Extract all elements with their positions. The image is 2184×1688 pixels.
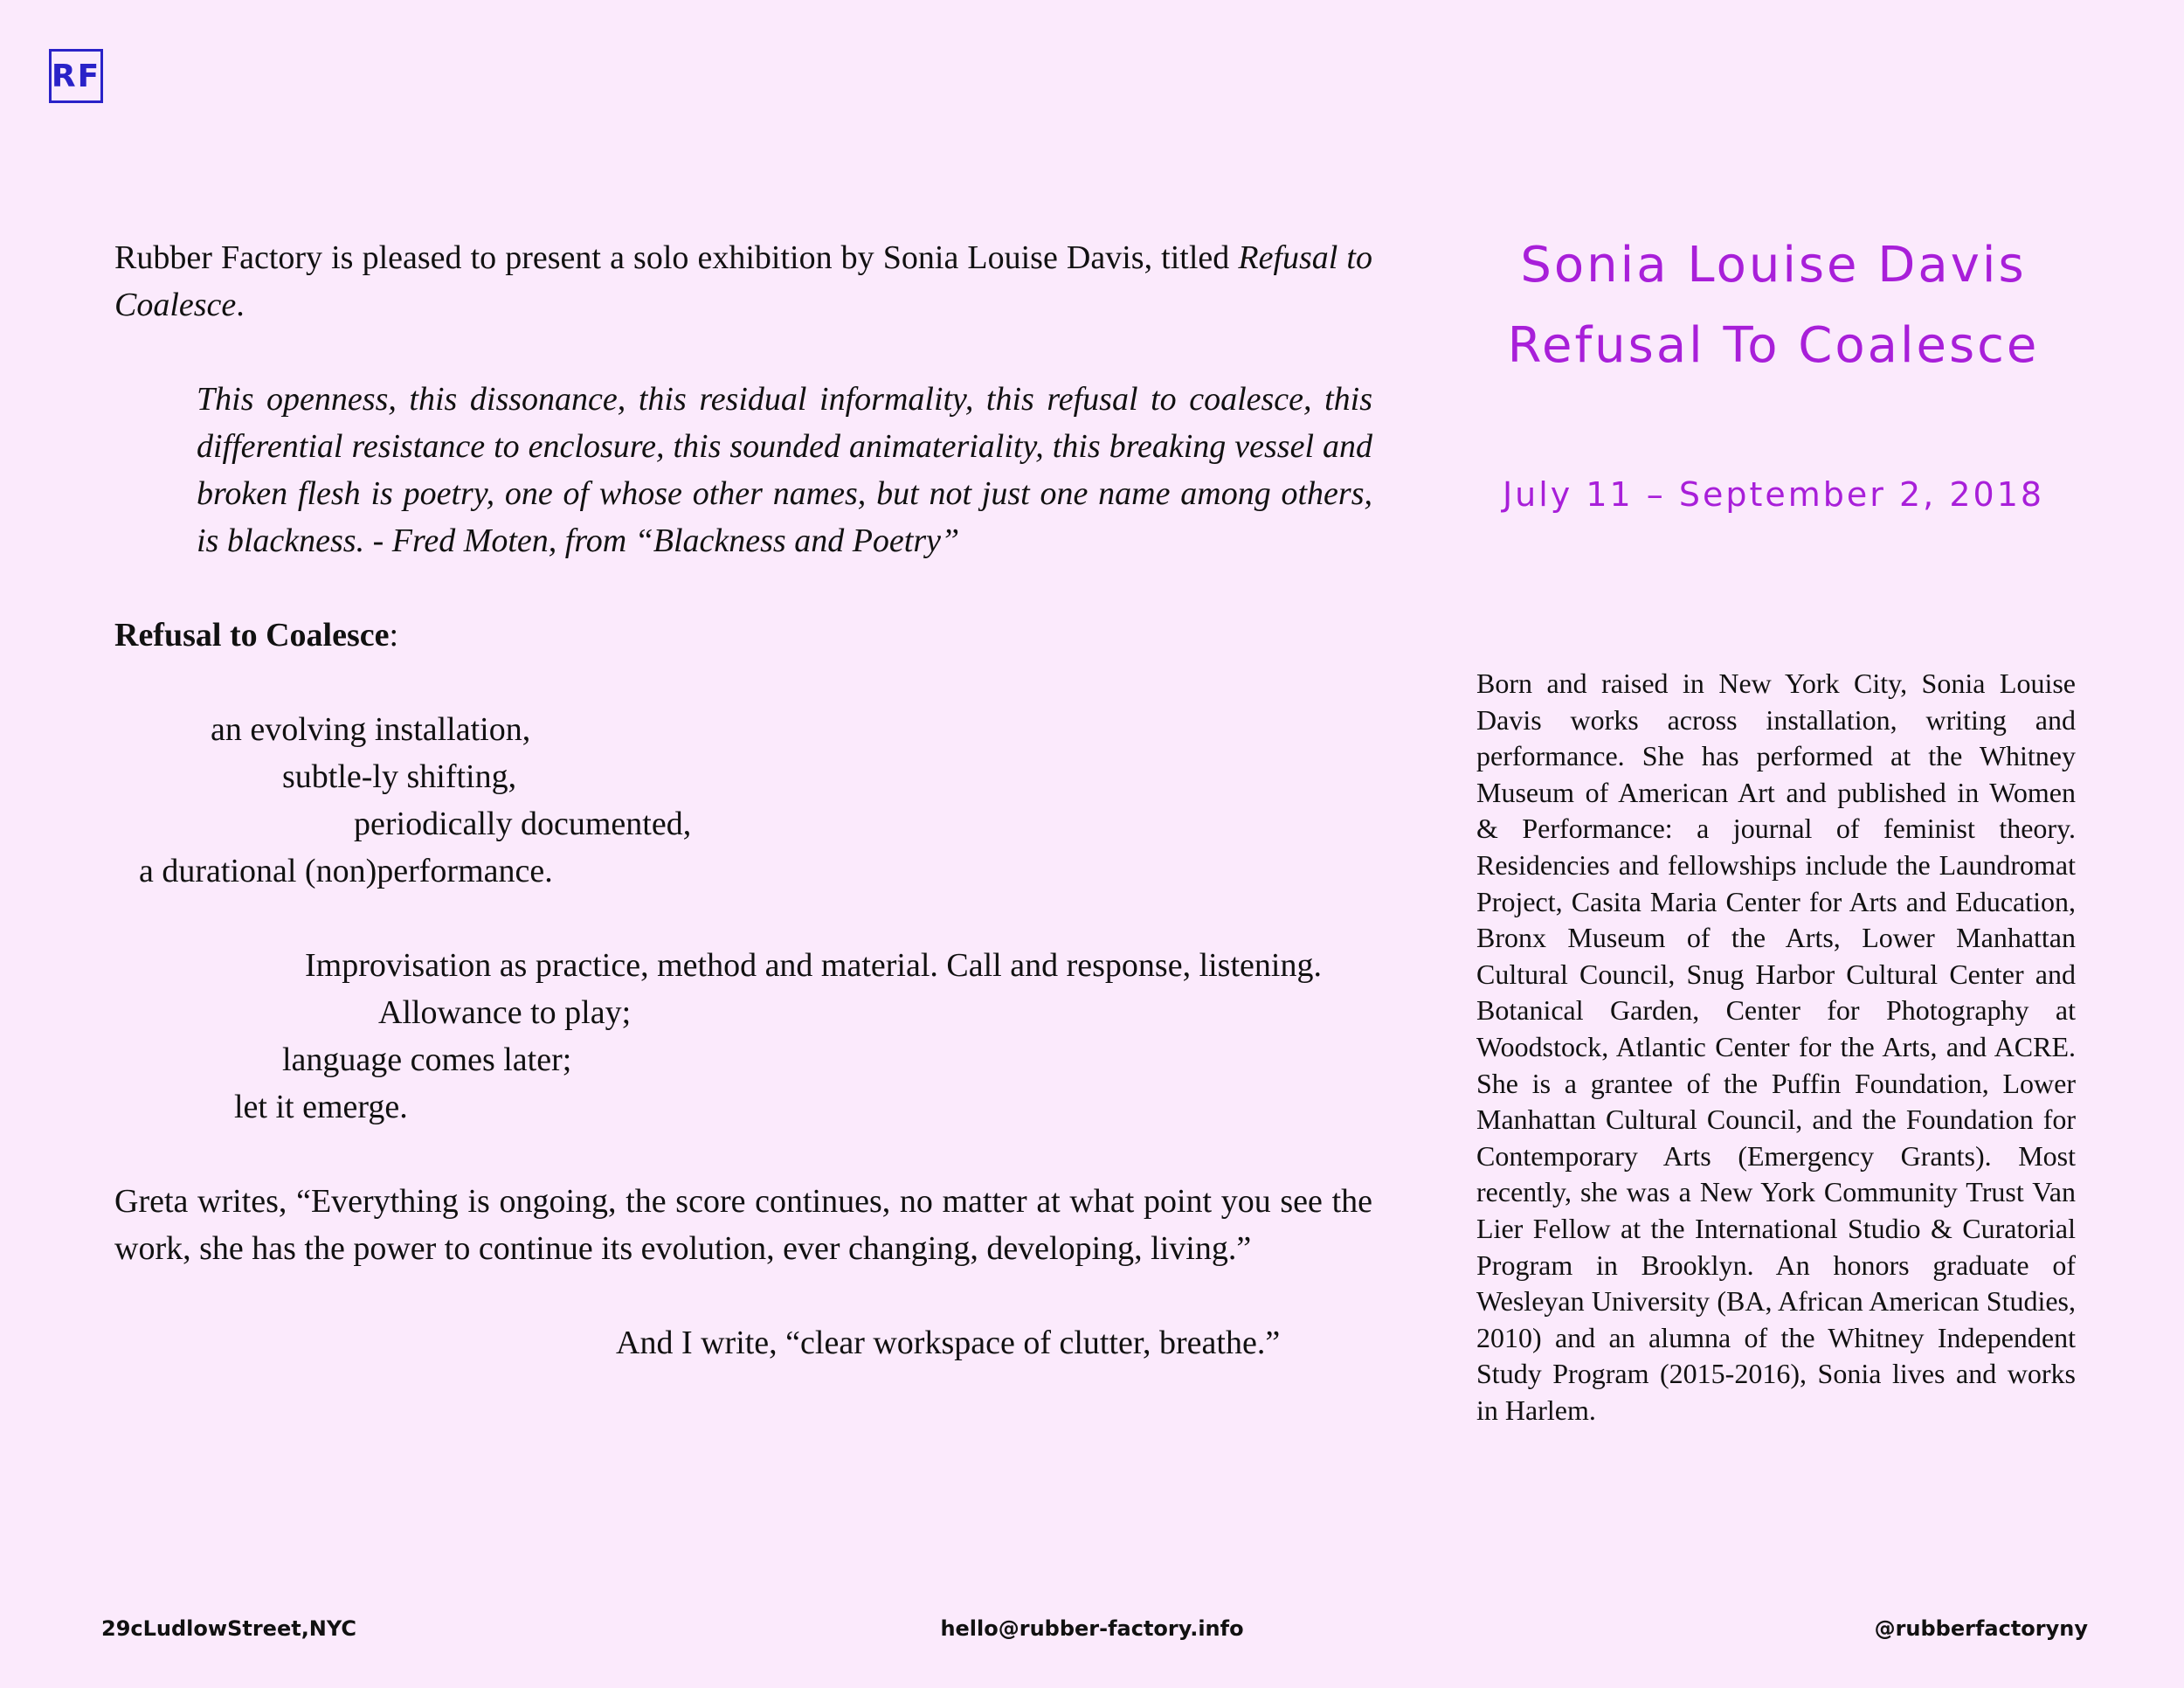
footer-address: 29cLudlowStreet,NYC bbox=[101, 1616, 357, 1641]
poem-line: an evolving installation, bbox=[211, 711, 531, 748]
poem-line: language comes later; bbox=[282, 1041, 572, 1078]
closing-line: And I write, “clear workspace of clutter, breathe.” bbox=[616, 1325, 1281, 1361]
intro-paragraph: Rubber Factory is pleased to present a solo exhibition by Sonia Louise Davis, titled Refusal to Coalesce. bbox=[114, 239, 1372, 323]
press-release-body bbox=[114, 234, 1372, 1366]
exhibition-dates: July 11 – September 2, 2018 bbox=[1502, 475, 2045, 514]
poem-line: subtle-ly shifting, bbox=[282, 758, 517, 795]
exhibition-header bbox=[1433, 225, 2114, 386]
poem-line: a durational (non)performance. bbox=[139, 853, 553, 889]
intro-text: Rubber Factory is pleased to present a solo exhibition by Sonia Louise Davis, titled bbox=[114, 239, 1230, 276]
greta-paragraph: Greta writes, “Everything is ongoing, the score continues, no matter at what point you see the work, she has the power to continue its evolution, ever changing, developing, living.” bbox=[114, 1183, 1372, 1267]
moten-quote: This openness, this dissonance, this residual informality, this refusal to coalesce, this differential resistance to enclosure, this sounded animateriality, this breaking vessel and broken flesh is poetry, one of whose other names, but not just one name among others, is blackness. - Fred Moten, from “Blackness and Poetry” bbox=[197, 381, 1372, 559]
poem-line: periodically documented, bbox=[354, 806, 692, 842]
artist-bio: Born and raised in New York City, Sonia Louise Davis works across installation, writing and performance. She has performed at the Whitney Museum of American Art and published in Women & Performance: a journal of feminist theory. Residencies and fellowships include the Laundromat Project, Casita Maria Center for Arts and Education, Bronx Museum of the Arts, Lower Manhattan Cultural Council, Snug Harbor Cultural Center and Botanical Garden, Center for Photography at Woodstock, Atlantic Center for the Arts, and ACRE. She is a grantee of the Puffin Foundation, Lower Manhattan Cultural Council, and the Foundation for Contemporary Arts (Emergency Grants). Most recently, she was a New York Community Trust Van Lier Fellow at the International Studio & Curatorial Program in Brooklyn. An honors graduate of Wesleyan University (BA, African American Studies, 2010) and an alumna of the Whitney Independent Study Program (2015-2016), Sonia lives and works in Harlem. bbox=[1476, 668, 2076, 1426]
intro-title: Refusal to Coalesce bbox=[114, 239, 1372, 323]
section-heading: Refusal to Coalesce: bbox=[114, 617, 399, 654]
rf-logo: RF bbox=[49, 49, 103, 103]
improvisation-paragraph: Improvisation as practice, method and material. Call and response, listening. bbox=[305, 947, 1322, 984]
footer-email[interactable]: hello@rubber-factory.info bbox=[940, 1616, 1244, 1641]
poem-stanza-1 bbox=[114, 706, 1372, 895]
poem-stanza-2 bbox=[114, 989, 1372, 1131]
poem-line: Allowance to play; bbox=[378, 994, 632, 1031]
footer-social-handle[interactable]: @rubberfactoryny bbox=[1874, 1616, 2088, 1641]
poem-line: let it emerge. bbox=[234, 1089, 408, 1125]
artist-name: Sonia Louise Davis bbox=[1520, 237, 2027, 294]
exhibition-title: Refusal To Coalesce bbox=[1507, 317, 2040, 374]
